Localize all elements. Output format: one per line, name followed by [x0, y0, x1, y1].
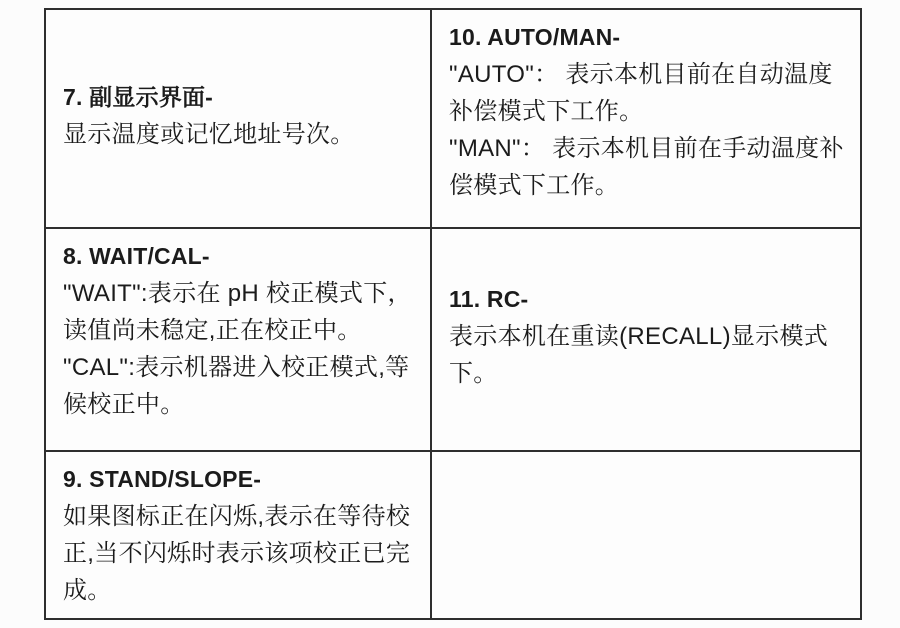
cell-item-8	[46, 229, 432, 452]
item-8-text-wait: "WAIT":表示在 pH 校正模式下， 读值尚未稳定,正在校正中。	[63, 280, 412, 344]
legend-table	[44, 8, 862, 620]
cell-item-11	[432, 229, 860, 452]
item-8-text-cal: "CAL":表示机器进入校正模式,等候校正中。	[63, 354, 410, 418]
item-11-heading: 11. RC-	[449, 286, 529, 312]
item-7-heading: 7. 副显示界面-	[63, 83, 214, 110]
cell-item-10	[432, 10, 860, 229]
cell-empty	[432, 452, 860, 618]
cell-item-7	[46, 10, 432, 229]
item-9-text: 如果图标正在闪烁,表示在等待校正,当不闪烁时表示该项校正已完成。	[63, 503, 411, 604]
item-10-text-man: "MAN"： 表示本机目前在手动温度补偿模式下工作。	[449, 135, 844, 199]
item-10-text-auto: "AUTO"： 表示本机目前在自动温度补偿模式下工作。	[449, 61, 833, 125]
cell-item-9	[46, 452, 432, 618]
item-9-heading: 9. STAND/SLOPE-	[63, 466, 262, 492]
item-7-text: 显示温度或记忆地址号次。	[63, 120, 355, 148]
item-8-heading: 8. WAIT/CAL-	[63, 243, 210, 269]
item-11-text: 表示本机在重读(RECALL)显示模式下。	[449, 323, 829, 387]
item-10-heading: 10. AUTO/MAN-	[449, 24, 621, 50]
